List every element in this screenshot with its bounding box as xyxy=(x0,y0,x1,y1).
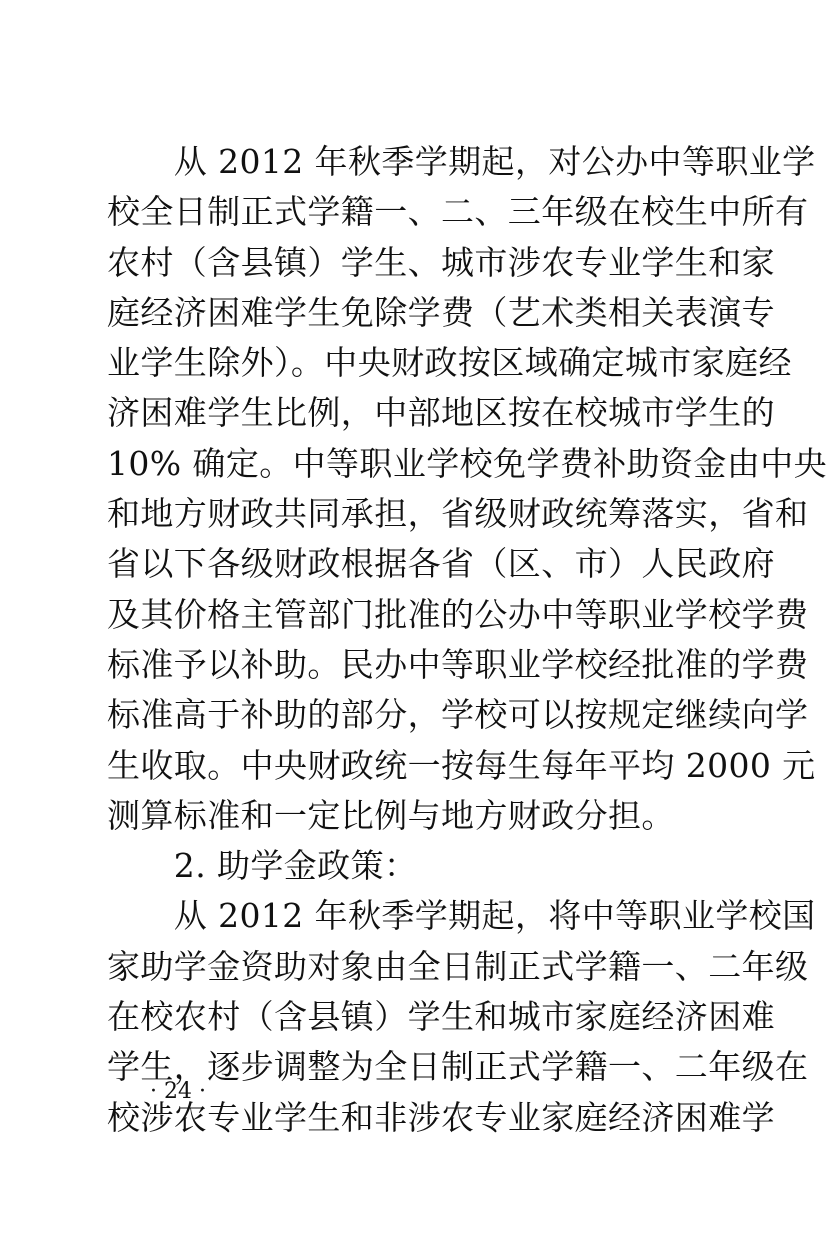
text-line: 和地方财政共同承担，省级财政统筹落实，省和 xyxy=(107,494,809,534)
text-line: 省以下各级财政根据各省（区、市）人民政府 xyxy=(107,544,775,584)
text-line: 10% 确定。中等职业学校免学费补助资金由中央 xyxy=(107,443,828,483)
text-line: 及其价格主管部门批准的公办中等职业学校学费 xyxy=(107,594,809,634)
text-line: 业学生除外）。中央财政按区域确定城市家庭经 xyxy=(107,343,792,383)
text-line: 生收取。中央财政统一按每生每年平均 2000 元 xyxy=(107,745,816,785)
text-line: 校涉农专业学生和非涉农专业家庭经济困难学 xyxy=(107,1097,775,1137)
section-heading: 2. 助学金政策： xyxy=(107,846,418,886)
text-line: 测算标准和一定比例与地方财政分担。 xyxy=(107,795,675,835)
text-line: 从 2012 年秋季学期起，对公办中等职业学 xyxy=(107,142,816,181)
text-line: 校全日制正式学籍一、二、三年级在校生中所有 xyxy=(107,192,809,232)
text-line: 从 2012 年秋季学期起，将中等职业学校国 xyxy=(107,896,816,936)
text-line: 标准予以补助。民办中等职业学校经批准的学费 xyxy=(107,644,809,684)
page-number: · 24 · xyxy=(150,1079,206,1104)
text-line: 标准高于补助的部分，学校可以按规定继续向学 xyxy=(107,695,809,735)
body-text xyxy=(107,137,828,1143)
text-line: 农村（含县镇）学生、城市涉农专业学生和家 xyxy=(107,242,775,282)
text-line: 学生，逐步调整为全日制正式学籍一、二年级在 xyxy=(107,1047,809,1087)
text-line: 庭经济困难学生免除学费（艺术类相关表演专 xyxy=(107,292,775,332)
text-line: 在校农村（含县镇）学生和城市家庭经济困难 xyxy=(107,997,775,1037)
text-line: 家助学金资助对象由全日制正式学籍一、二年级 xyxy=(107,946,809,986)
text-line: 济困难学生比例，中部地区按在校城市学生的 xyxy=(107,393,775,433)
